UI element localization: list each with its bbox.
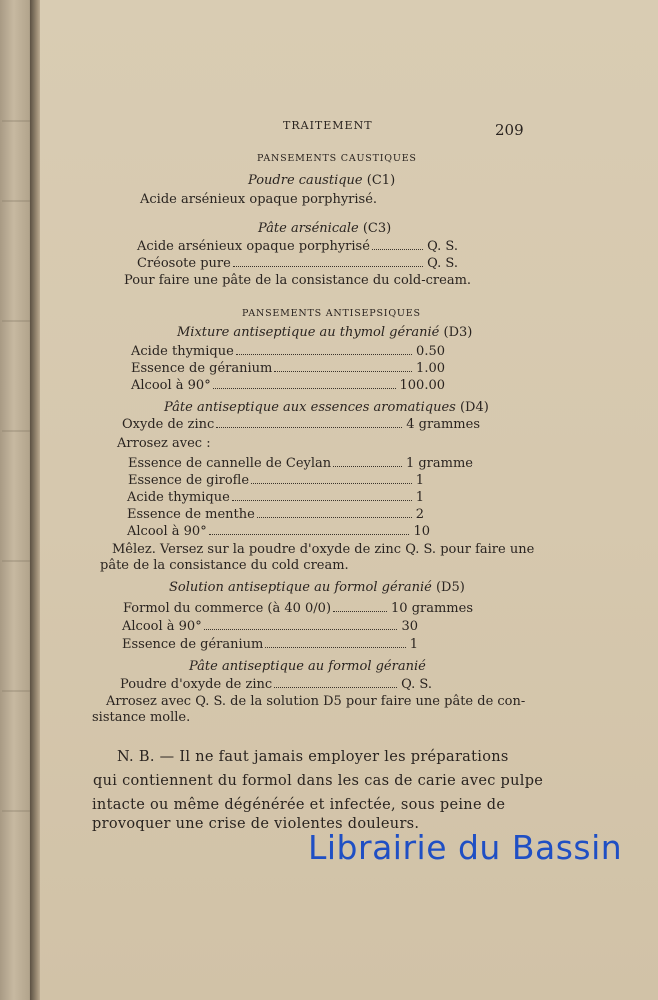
formula-code: (D5) (435, 580, 465, 595)
ingredient-name: Créosote pure (137, 256, 231, 271)
ingredient-row (131, 344, 445, 359)
formula-title-d5 (169, 580, 465, 595)
ingredient-name: Acide thymique (127, 490, 230, 505)
leader-dots (213, 388, 396, 389)
leader-dots (209, 534, 410, 535)
ingredient-name: Essence de géranium (131, 361, 273, 376)
formula-title-d3 (177, 325, 472, 340)
ingredient-row (137, 256, 458, 271)
formula-title-text: Pâte antiseptique aux essences aromatiques (164, 400, 456, 415)
ingredient-name: Formol du commerce (à 40 0/0) (123, 601, 332, 616)
leader-dots (232, 500, 412, 501)
ingredient-row (128, 456, 473, 471)
ingredient-value: 1 (409, 637, 418, 652)
ingredient-row (128, 473, 424, 488)
formula-title-text: Pâte arsénicale (258, 221, 359, 236)
ingredient-name: Acide thymique (131, 344, 234, 359)
faint-line (2, 320, 30, 322)
formula-line: Arrosez avec : (117, 436, 211, 451)
leader-dots (333, 611, 387, 612)
leader-dots (274, 371, 412, 372)
ingredient-name: Acide arsénieux opaque porphyrisé (137, 239, 370, 254)
ingredient-value: 1.00 (416, 361, 445, 376)
ingredient-row (122, 637, 418, 652)
ingredient-value: 10 grammes (391, 601, 473, 616)
ingredient-name: Essence de cannelle de Ceylan (128, 456, 332, 471)
leader-dots (216, 427, 402, 428)
faint-line (2, 690, 30, 692)
nb-line: qui contiennent du formol dans les cas de carie avec pulpe (93, 773, 544, 789)
formula-code: (D3) (443, 325, 473, 340)
formula-title-text: Mixture antiseptique au thymol géranié (177, 325, 440, 340)
leader-dots (333, 466, 402, 467)
formula-title-c3 (258, 221, 391, 236)
ingredient-row (131, 378, 445, 393)
leader-dots (274, 687, 397, 688)
ingredient-name: Oxyde de zinc (122, 417, 215, 432)
ingredient-row (127, 490, 424, 505)
formula-title-c1 (248, 173, 395, 188)
left-page-edge (0, 0, 34, 1000)
ingredient-row (127, 524, 430, 539)
ingredient-row (122, 417, 480, 432)
ingredient-name: Essence de géranium (122, 637, 264, 652)
formula-title-text: Poudre caustique (248, 173, 363, 188)
leader-dots (257, 517, 412, 518)
ingredient-row (122, 619, 418, 634)
ingredient-value: 2 (415, 507, 424, 522)
ingredient-value: 4 grammes (406, 417, 480, 432)
nb-line: N. B. — Il ne faut jamais employer les préparations (117, 749, 509, 765)
ingredient-name: Alcool à 90° (122, 619, 202, 634)
ingredient-value: 1 (415, 473, 424, 488)
formula-title-d4 (164, 400, 489, 415)
formula-title-d6: Pâte antiseptique au formol géranié (189, 659, 426, 674)
page-number: 209 (495, 121, 524, 139)
leader-dots (251, 483, 412, 484)
ingredient-row (123, 601, 473, 616)
leader-dots (204, 629, 398, 630)
faint-line (2, 430, 30, 432)
formula-note: Pour faire une pâte de la consistance du cold-cream. (124, 273, 472, 288)
ingredient-value: Q. S. (427, 256, 458, 271)
nb-line: provoquer une crise de violentes douleurs. (92, 816, 420, 832)
ingredient-name: Alcool à 90° (127, 524, 207, 539)
ingredient-value: 10 (413, 524, 430, 539)
section-heading-antiseptiques: PANSEMENTS ANTISEPSIQUES (242, 308, 421, 319)
faint-line (2, 120, 30, 122)
formula-code: (C1) (366, 173, 396, 188)
watermark-text: Librairie du Bassin (308, 828, 623, 867)
faint-line (2, 810, 30, 812)
ingredient-value: 30 (401, 619, 418, 634)
ingredient-name: Essence de menthe (127, 507, 255, 522)
ingredient-name: Poudre d'oxyde de zinc (120, 677, 273, 692)
leader-dots (265, 647, 405, 648)
formula-title-text: Solution antiseptique au formol géranié (169, 580, 432, 595)
ingredient-value: 100.00 (399, 378, 445, 393)
ingredient-value: 1 (415, 490, 424, 505)
ingredient-row (120, 677, 432, 692)
leader-dots (236, 354, 412, 355)
ingredient-row (137, 239, 458, 254)
ingredient-value: Q. S. (401, 677, 432, 692)
faint-line (2, 200, 30, 202)
ingredient-value: 0.50 (416, 344, 445, 359)
formula-note: Arrosez avec Q. S. de la solution D5 pour faire une pâte de con- (106, 694, 526, 709)
ingredient-value: 1 gramme (405, 456, 473, 471)
leader-dots (372, 249, 423, 250)
formula-code: (D4) (459, 400, 489, 415)
nb-line: intacte ou même dégénérée et infectée, sous peine de (92, 797, 506, 813)
running-header: TRAITEMENT (283, 119, 373, 132)
formula-note: Mêlez. Versez sur la poudre d'oxyde de zinc Q. S. pour faire une (112, 542, 535, 557)
formula-code: (C3) (362, 221, 392, 236)
leader-dots (233, 266, 423, 267)
section-heading-caustiques: PANSEMENTS CAUSTIQUES (257, 153, 417, 164)
formula-note: sistance molle. (92, 710, 191, 725)
ingredient-row (127, 507, 424, 522)
formula-line: Acide arsénieux opaque porphyrisé. (140, 192, 378, 207)
ingredient-row (131, 361, 445, 376)
faint-line (2, 560, 30, 562)
ingredient-name: Essence de girofle (128, 473, 250, 488)
ingredient-name: Alcool à 90° (131, 378, 211, 393)
formula-note: pâte de la consistance du cold cream. (100, 558, 349, 573)
ingredient-value: Q. S. (427, 239, 458, 254)
